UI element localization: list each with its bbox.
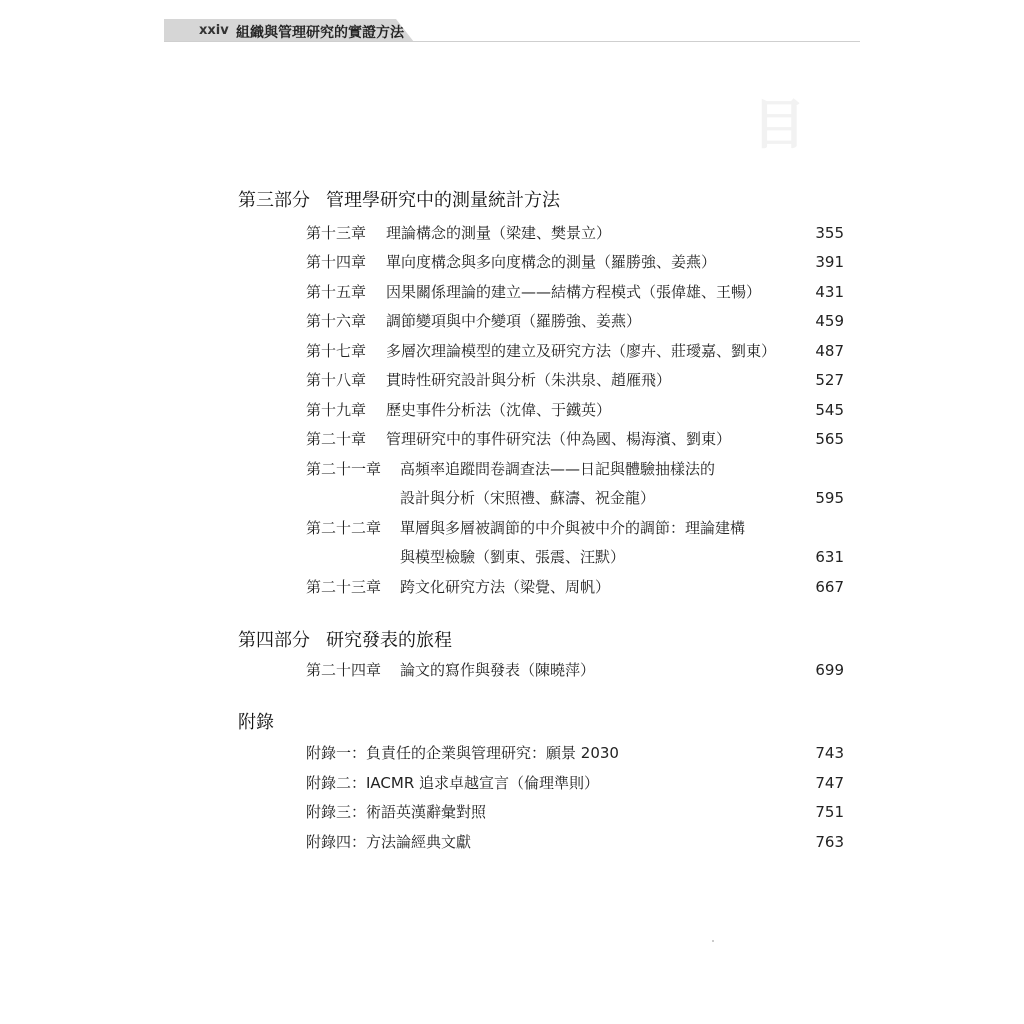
toc-row-ch21-cont bbox=[306, 486, 844, 510]
toc-row-appendix-3 bbox=[306, 800, 844, 824]
chapter-number: 第十四章 bbox=[306, 253, 367, 271]
page-number: 527 bbox=[815, 371, 844, 389]
toc-row-ch22-cont bbox=[306, 545, 844, 569]
page-number: 667 bbox=[815, 578, 844, 596]
toc-row-ch15 bbox=[306, 280, 844, 304]
chapter-number: 第十六章 bbox=[306, 312, 367, 330]
header-page-number: xxiv bbox=[199, 23, 229, 38]
toc-row-ch19 bbox=[306, 398, 844, 422]
appendix-label: 附錄 bbox=[238, 712, 274, 733]
chapter-number: 第二十章 bbox=[306, 430, 367, 448]
chapter-number: 第十八章 bbox=[306, 371, 367, 389]
page-number: 751 bbox=[815, 803, 844, 821]
toc-row-ch18 bbox=[306, 368, 844, 392]
show-through-heading: 目 bbox=[752, 92, 806, 156]
appendix-title: 附錄二：IACMR 追求卓越宣言（倫理準則） bbox=[306, 774, 600, 792]
chapter-title: 歷史事件分析法（沈偉、于鐵英） bbox=[386, 401, 612, 419]
page-number: 355 bbox=[815, 224, 844, 242]
chapter-title-continued: 設計與分析（宋照禮、蘇濤、祝金龍） bbox=[400, 489, 656, 507]
chapter-title: 跨文化研究方法（梁覺、周帆） bbox=[400, 578, 611, 596]
chapter-title: 高頻率追蹤問卷調查法——日記與體驗抽樣法的 bbox=[400, 460, 716, 478]
chapter-title: 因果關係理論的建立——結構方程模式（張偉雄、王暢） bbox=[386, 283, 762, 301]
part-three-heading bbox=[238, 186, 560, 212]
chapter-number: 第十九章 bbox=[306, 401, 367, 419]
page-number: 763 bbox=[815, 833, 844, 851]
chapter-number: 第十七章 bbox=[306, 342, 367, 360]
chapter-title: 調節變項與中介變項（羅勝強、姜燕） bbox=[386, 312, 642, 330]
toc-row-ch14 bbox=[306, 250, 844, 274]
toc-row-ch24 bbox=[306, 658, 844, 682]
chapter-number: 第十五章 bbox=[306, 283, 367, 301]
chapter-title: 貫時性研究設計與分析（朱洪泉、趙雁飛） bbox=[386, 371, 672, 389]
page-number: 747 bbox=[815, 774, 844, 792]
part-four-heading bbox=[238, 626, 452, 652]
toc-row-ch22 bbox=[306, 516, 844, 540]
header-book-title: 組織與管理研究的實證方法 bbox=[236, 25, 404, 41]
page-number: 459 bbox=[815, 312, 844, 330]
toc-row-ch17 bbox=[306, 339, 844, 363]
toc-row-appendix-1 bbox=[306, 741, 844, 765]
page-number: 545 bbox=[815, 401, 844, 419]
chapter-number: 第二十二章 bbox=[306, 519, 382, 537]
chapter-title: 管理研究中的事件研究法（仲為國、楊海濱、劉東） bbox=[386, 430, 732, 448]
chapter-title: 論文的寫作與發表（陳曉萍） bbox=[400, 661, 596, 679]
page-number: 431 bbox=[815, 283, 844, 301]
page-number: 391 bbox=[815, 253, 844, 271]
appendix-title: 附錄一：負責任的企業與管理研究：願景 2030 bbox=[306, 744, 619, 762]
toc-row-appendix-2 bbox=[306, 771, 844, 795]
chapter-title: 理論構念的測量（梁建、樊景立） bbox=[386, 224, 612, 242]
toc-row-ch23 bbox=[306, 575, 844, 599]
page-number: 631 bbox=[815, 548, 844, 566]
appendix-heading bbox=[238, 708, 274, 734]
part-title: 管理學研究中的測量統計方法 bbox=[326, 190, 560, 211]
chapter-title: 單向度構念與多向度構念的測量（羅勝強、姜燕） bbox=[386, 253, 717, 271]
page-number: 699 bbox=[815, 661, 844, 679]
toc-row-ch20 bbox=[306, 427, 844, 451]
paper-speck bbox=[712, 940, 714, 942]
page-number: 595 bbox=[815, 489, 844, 507]
chapter-number: 第二十三章 bbox=[306, 578, 382, 596]
chapter-number: 第二十一章 bbox=[306, 460, 382, 478]
page-number: 743 bbox=[815, 744, 844, 762]
appendix-title: 附錄四：方法論經典文獻 bbox=[306, 833, 472, 851]
chapter-number: 第十三章 bbox=[306, 224, 367, 242]
page-number: 565 bbox=[815, 430, 844, 448]
chapter-number: 第二十四章 bbox=[306, 661, 382, 679]
chapter-title-continued: 與模型檢驗（劉東、張震、汪默） bbox=[400, 548, 626, 566]
part-title: 研究發表的旅程 bbox=[326, 630, 452, 651]
appendix-title: 附錄三：術語英漢辭彙對照 bbox=[306, 803, 487, 821]
toc-row-ch16 bbox=[306, 309, 844, 333]
toc-row-appendix-4 bbox=[306, 830, 844, 854]
chapter-title: 單層與多層被調節的中介與被中介的調節：理論建構 bbox=[400, 519, 746, 537]
part-label: 第四部分 bbox=[238, 630, 310, 651]
part-label: 第三部分 bbox=[238, 190, 310, 211]
toc-row-ch13 bbox=[306, 221, 844, 245]
chapter-title: 多層次理論模型的建立及研究方法（廖卉、莊璦嘉、劉東） bbox=[386, 342, 777, 360]
toc-row-ch21 bbox=[306, 457, 844, 481]
page-number: 487 bbox=[815, 342, 844, 360]
